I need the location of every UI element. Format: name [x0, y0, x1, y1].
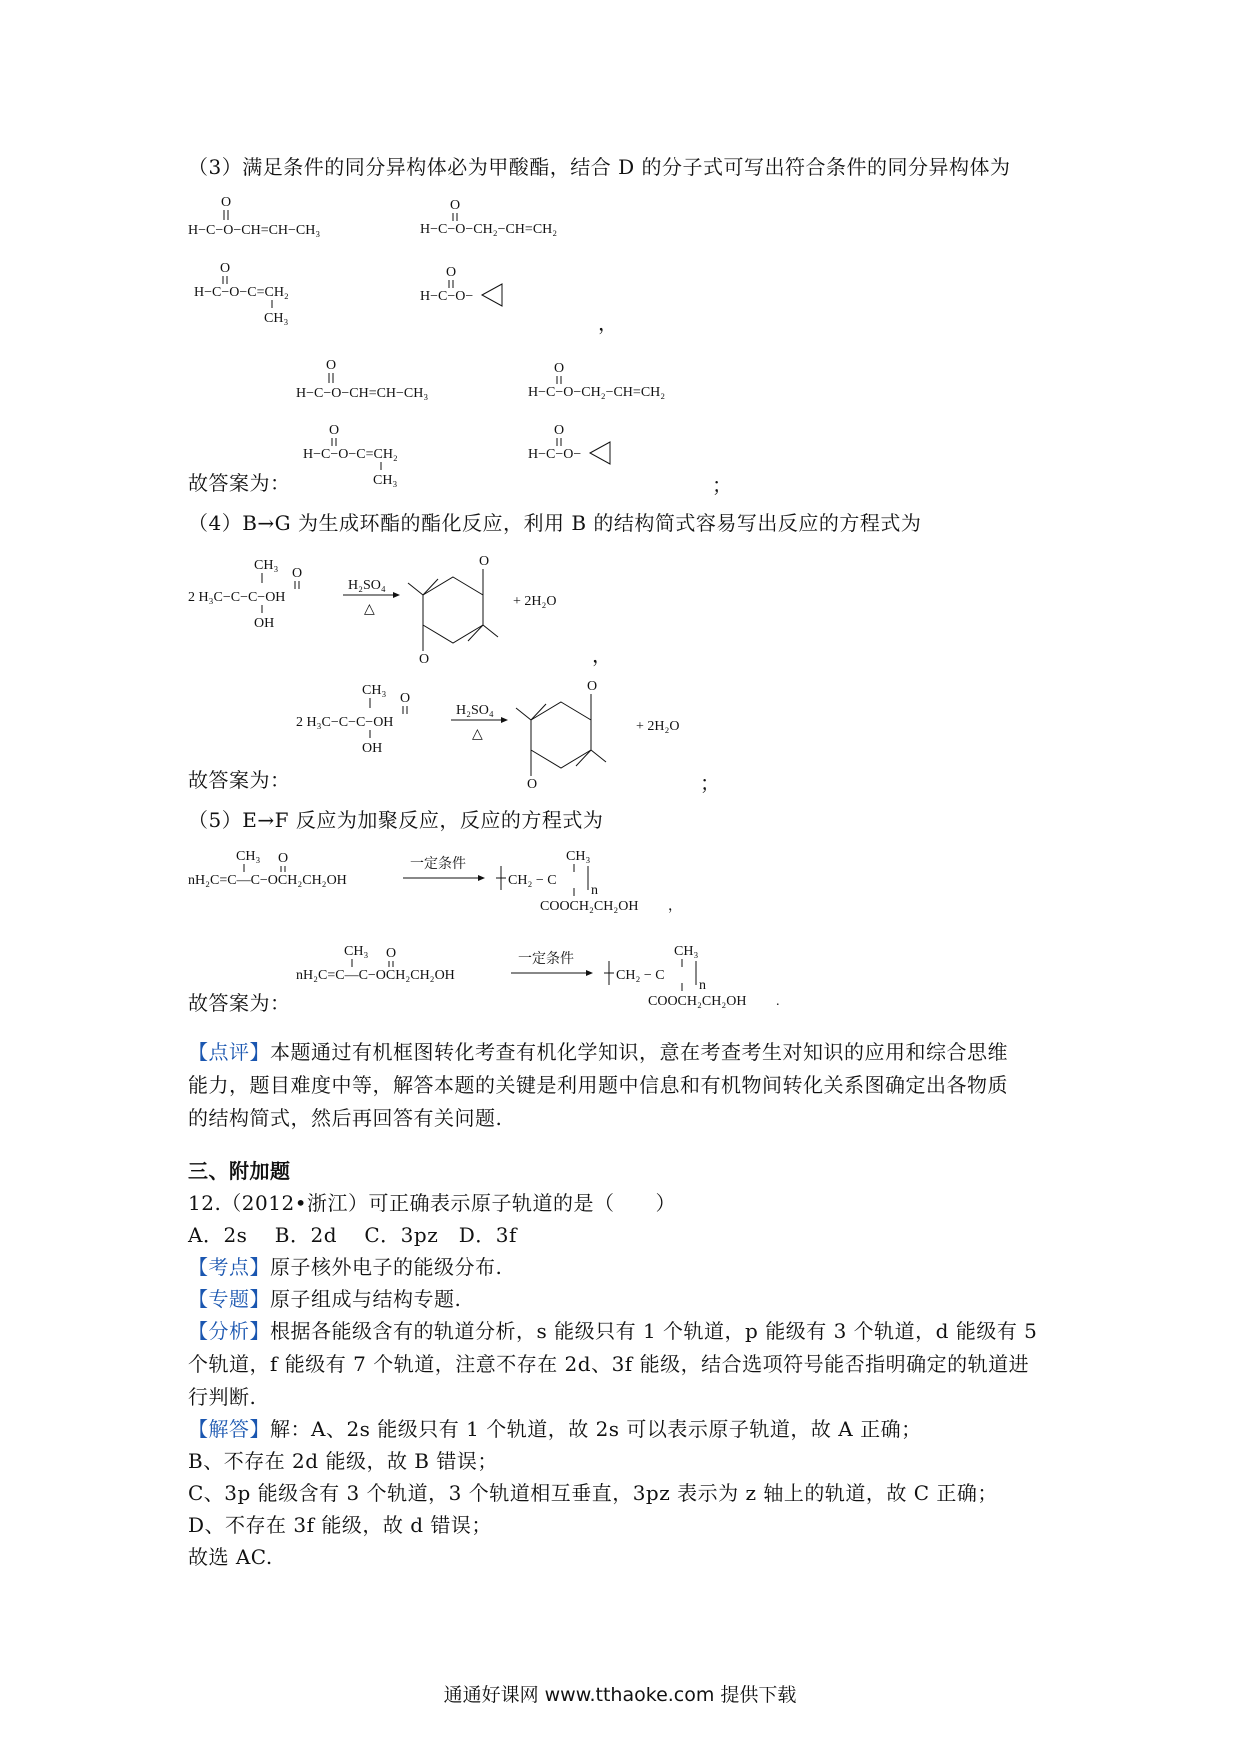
- svg-text:nH₂C=C—C−OCH₂CH₂OH: nH₂C=C—C−OCH₂CH₂OH: [188, 873, 347, 888]
- q12-jieda-5: 故选 AC.: [188, 1545, 273, 1569]
- svg-text:+ 2H₂O: + 2H₂O: [513, 594, 557, 609]
- svg-text:O: O: [527, 777, 538, 792]
- structure-4: [420, 262, 540, 317]
- q4-comma: ，: [592, 643, 613, 667]
- q12-jieda-1: [188, 1414, 922, 1444]
- q12-fenxi-2: 个轨道，f 能级有 7 个轨道，注意不存在 2d、3f 能级，结合选项符号能否指明确定的轨道进: [188, 1352, 1030, 1376]
- svg-text:一定条件: 一定条件: [518, 952, 574, 967]
- svg-text:H−C−O−C=CH₂: H−C−O−C=CH₂: [303, 447, 398, 462]
- structure-1: [188, 192, 388, 247]
- svg-text:CH₂ − C: CH₂ − C: [508, 873, 557, 888]
- svg-text:O: O: [221, 195, 232, 210]
- svg-text:O: O: [329, 423, 340, 438]
- zhuanti-text: 原子组成与结构专题.: [270, 1287, 462, 1311]
- svg-text:一定条件: 一定条件: [410, 857, 466, 872]
- q3-intro: （3）满足条件的同分异构体必为甲酸酯，结合 D 的分子式可写出符合条件的同分异构体为: [188, 155, 1011, 179]
- svg-text:CH₃: CH₃: [264, 311, 289, 326]
- review-tag: 【点评】: [188, 1040, 270, 1064]
- svg-text:O: O: [446, 265, 457, 280]
- q12-jieda-4: D、不存在 3f 能级，故 d 错误；: [188, 1513, 492, 1537]
- svg-text:O: O: [450, 198, 461, 213]
- svg-text:O: O: [278, 851, 289, 866]
- q4-semicolon: ；: [700, 771, 721, 795]
- q5-answer-label: 故答案为：: [188, 991, 291, 1015]
- answer-structure-3: [303, 420, 463, 495]
- svg-text:CH₃: CH₃: [236, 849, 261, 864]
- svg-text:H−C−O−: H−C−O−: [420, 289, 474, 304]
- q5-equation: [188, 848, 708, 923]
- svg-text:H−C−O−: H−C−O−: [528, 447, 582, 462]
- svg-text:H₂SO₄: H₂SO₄: [456, 703, 494, 718]
- svg-text:H−C−O−CH=CH−CH₃: H−C−O−CH=CH−CH₃: [296, 386, 429, 401]
- answer-structure-1: [296, 355, 496, 410]
- q12-zhuanti: [188, 1284, 461, 1314]
- jieda-tag: 【解答】: [188, 1417, 270, 1441]
- q3-answer-label: 故答案为：: [188, 471, 291, 495]
- q12-options: A．2s B．2d C．3pz D．3f: [188, 1223, 517, 1247]
- structure-3: [194, 258, 354, 333]
- svg-text:O: O: [386, 946, 397, 961]
- svg-text:H−C−O−CH₂−CH=CH₂: H−C−O−CH₂−CH=CH₂: [528, 385, 666, 400]
- svg-text:O: O: [326, 358, 337, 373]
- q12-fenxi-1: [188, 1316, 1037, 1346]
- fenxi-tag: 【分析】: [188, 1319, 270, 1343]
- q12-jieda-3: C、3p 能级含有 3 个轨道，3 个轨道相互垂直，3pz 表示为 z 轴上的轨道，故 C 正确；: [188, 1481, 998, 1505]
- svg-text:n: n: [699, 978, 706, 993]
- svg-text:CH₃: CH₃: [254, 558, 279, 573]
- q4-intro: （4）B→G 为生成环酯的酯化反应，利用 B 的结构简式容易写出反应的方程式为: [188, 511, 922, 535]
- svg-text:O: O: [554, 361, 565, 376]
- svg-text:△: △: [364, 602, 375, 617]
- svg-text:2 H₃C−C−C−OH: 2 H₃C−C−C−OH: [296, 715, 394, 730]
- answer-structure-4: [528, 420, 648, 475]
- svg-text:2 H₃C−C−C−OH: 2 H₃C−C−C−OH: [188, 590, 286, 605]
- svg-text:O: O: [479, 554, 490, 569]
- svg-text:O: O: [292, 566, 303, 581]
- svg-text:O: O: [400, 691, 411, 706]
- svg-text:，: ，: [668, 899, 682, 914]
- svg-text:H₂SO₄: H₂SO₄: [348, 578, 386, 593]
- review-line-2: 能力，题目难度中等，解答本题的关键是利用题中信息和有机物间转化关系图确定出各物质: [188, 1073, 1008, 1097]
- svg-text:n: n: [591, 883, 598, 898]
- svg-text:CH₂ − C: CH₂ − C: [616, 968, 665, 983]
- svg-text:OH: OH: [362, 741, 383, 756]
- svg-text:nH₂C=C—C−OCH₂CH₂OH: nH₂C=C—C−OCH₂CH₂OH: [296, 968, 455, 983]
- answer-structure-2: [528, 358, 728, 413]
- svg-text:△: △: [472, 727, 483, 742]
- fenxi-text-1: 根据各能级含有的轨道分析，s 能级只有 1 个轨道，p 能级有 3 个轨道，d 能级有 5: [270, 1319, 1038, 1343]
- svg-text:CH₃: CH₃: [344, 944, 369, 959]
- q12-jieda-2: B、不存在 2d 能级，故 B 错误；: [188, 1449, 498, 1473]
- review-line-1: [188, 1037, 1008, 1067]
- svg-text:O: O: [419, 652, 430, 667]
- svg-text:CH₃: CH₃: [362, 683, 387, 698]
- q12-kaodian: [188, 1252, 502, 1282]
- svg-text:OH: OH: [254, 616, 275, 631]
- svg-text:CH₃: CH₃: [566, 849, 591, 864]
- svg-text:O: O: [220, 261, 231, 276]
- svg-text:H−C−O−C=CH₂: H−C−O−C=CH₂: [194, 285, 289, 300]
- svg-text:COOCH₂CH₂OH: COOCH₂CH₂OH: [648, 994, 747, 1009]
- review-text-1: 本题通过有机框图转化考查有机化学知识，意在考查考生对知识的应用和综合思维: [270, 1040, 1008, 1064]
- svg-text:CH₃: CH₃: [674, 944, 699, 959]
- kaodian-tag: 【考点】: [188, 1255, 270, 1279]
- jieda-text-1: 解：A、2s 能级只有 1 个轨道，故 2s 可以表示原子轨道，故 A 正确；: [270, 1417, 922, 1441]
- q3-comma: ，: [598, 311, 619, 335]
- q5-answer-equation: [296, 943, 816, 1018]
- review-line-3: 的结构简式，然后再回答有关问题.: [188, 1106, 503, 1130]
- svg-text:.: .: [776, 994, 780, 1009]
- page-footer: 通通好课网 www.tthaoke.com 提供下载: [443, 1684, 797, 1706]
- q4-answer-label: 故答案为：: [188, 768, 291, 792]
- q5-intro: （5）E→F 反应为加聚反应，反应的方程式为: [188, 808, 604, 832]
- svg-text:H−C−O−CH₂−CH=CH₂: H−C−O−CH₂−CH=CH₂: [420, 222, 558, 237]
- q12-stem: 12.（2012•浙江）可正确表示原子轨道的是（ ）: [188, 1191, 677, 1215]
- structure-2: [420, 195, 620, 250]
- svg-text:CH₃: CH₃: [373, 473, 398, 488]
- svg-text:O: O: [554, 423, 565, 438]
- q3-semicolon: ；: [712, 473, 733, 497]
- zhuanti-tag: 【专题】: [188, 1287, 270, 1311]
- q12-fenxi-3: 行判断.: [188, 1385, 257, 1409]
- svg-text:COOCH₂CH₂OH: COOCH₂CH₂OH: [540, 899, 639, 914]
- svg-text:+ 2H₂O: + 2H₂O: [636, 719, 680, 734]
- svg-text:H−C−O−CH=CH−CH₃: H−C−O−CH=CH−CH₃: [188, 223, 321, 238]
- svg-text:O: O: [587, 679, 598, 694]
- section-title: 三、附加题: [188, 1159, 291, 1183]
- kaodian-text: 原子核外电子的能级分布.: [270, 1255, 503, 1279]
